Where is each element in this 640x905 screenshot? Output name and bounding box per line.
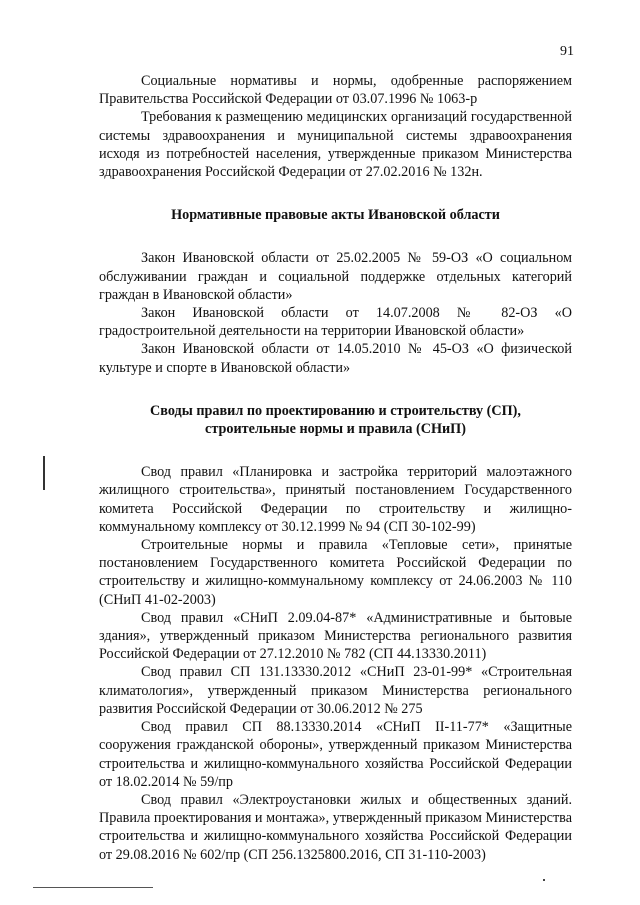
paragraph-law-social-service: Закон Ивановской области от 25.02.2005 № 59-ОЗ «О социальном обслуживании граждан и социальной поддержке отдельных категорий граждан в Ивановской области»: [99, 250, 572, 303]
section-heading-line-2: строительные нормы и правила (СНиП): [205, 421, 466, 438]
paragraph-law-sport: Закон Ивановской области от 14.05.2010 № 45-ОЗ «О физической культуре и спорте в Ивановской области»: [99, 341, 572, 376]
scan-artifact-line: [33, 887, 153, 888]
paragraph-medical-requirements: Требования к размещению медицинских организаций государственной системы здравоохранения и муниципальной системы здравоохранения исходя из потребностей населения, утвержденные приказом Министерства здравоохранения Российской Федерации от 27.02.2016 № 132н.: [99, 109, 572, 181]
paragraph-sp-civil-defense: Свод правил СП 88.13330.2014 «СНиП II-11-77* «Защитные сооружения гражданской обороны», утвержденный приказом Министерства строительства и жилищно-коммунального хозяйства Российской Федерации от 18.02.2014 № 59/пр: [99, 719, 572, 790]
paragraph-sp-low-rise: Свод правил «Планировка и застройка территорий малоэтажного жилищного строительства», принятый постановлением Государственного комитета Российской Федерации по строительству и жилищно-коммунальному комплексу от 30.12.1999 № 94 (СП 30-102-99): [99, 464, 572, 535]
paragraph-snip-heat-networks: Строительные нормы и правила «Тепловые сети», принятые постановлением Государственного комитета Российской Федерации по строительству и жилищно-коммунальному комплексу от 24.06.2003 № 110 (СНиП 41-02-2003): [99, 537, 572, 608]
scan-artifact-dot: [543, 879, 545, 881]
paragraph-law-urban-planning: Закон Ивановской области от 14.07.2008 № 82-ОЗ «О градостроительной деятельности на территории Ивановской области»: [99, 305, 572, 340]
paragraph-sp-climatology: Свод правил СП 131.13330.2012 «СНиП 23-01-99* «Строительная климатология», утвержденный приказом Министерства регионального развития Российской Федерации от 30.06.2012 № 275: [99, 664, 572, 717]
document-body: [99, 72, 572, 864]
margin-mark: [43, 456, 45, 490]
page-number: 91: [560, 44, 574, 59]
paragraph-sp-admin-buildings: Свод правил «СНиП 2.09.04-87* «Административные и бытовые здания», утвержденный приказом Министерства регионального развития Российской Федерации от 27.12.2010 № 782 (СП 44.13330.2011): [99, 609, 572, 663]
section-heading-ivanovo-acts: Нормативные правовые акты Ивановской области: [171, 207, 500, 224]
paragraph-sp-electrical: Свод правил «Электроустановки жилых и общественных зданий. Правила проектирования и монтажа», утвержденный приказом Министерства строительства и жилищно-коммунального хозяйства Российской Федерации от 29.08.2016 № 602/пр (СП 256.1325800.2016, СП 31-110-2003): [99, 791, 572, 863]
section-heading-building-codes: [99, 402, 572, 438]
paragraph-social-norms: Социальные нормативы и нормы, одобренные распоряжением Правительства Российской Федерации от 03.07.1996 № 1063-р: [99, 73, 572, 108]
section-heading-line-1: Своды правил по проектированию и строительству (СП),: [150, 402, 521, 419]
